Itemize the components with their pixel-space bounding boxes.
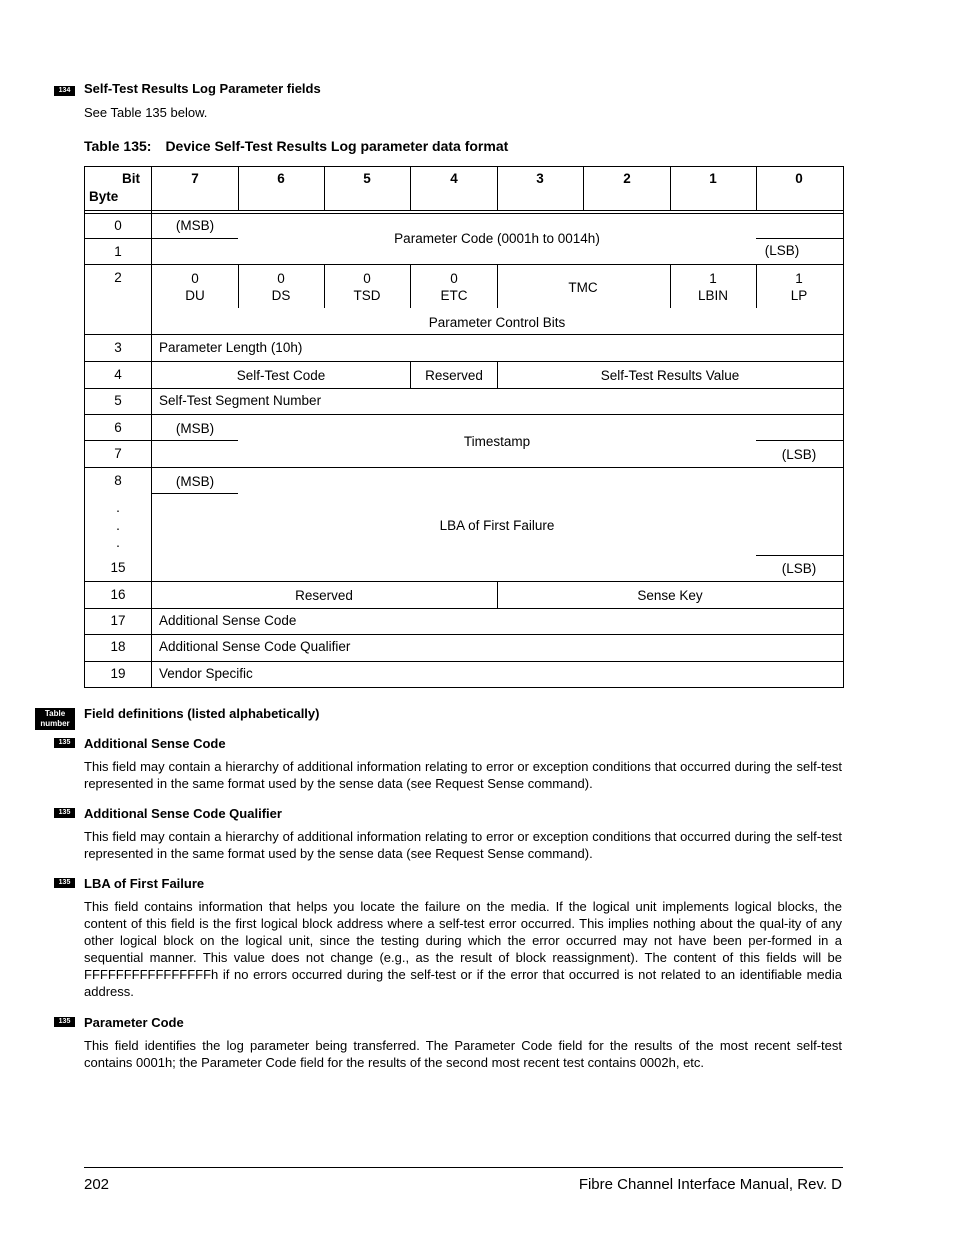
byte-ellipsis: . [116,518,120,533]
field-title: Parameter Code [84,1015,184,1030]
field-description: This field identifies the log parameter being transferred. The Parameter Code field for the results of the most recent self-test contains 0001h; the Parameter Code field for the results of the second most recent test contains 0002h, etc. [84,1038,842,1070]
lsb-marker: (LSB) [781,447,817,462]
additional-sense-code-qualifier-cell: Additional Sense Code Qualifier [159,639,351,654]
byte-number: 3 [114,340,122,355]
table-number-badge: 135 [54,1017,75,1027]
du-label: DU [185,288,205,303]
byte-number: 17 [110,613,126,628]
bit-4-header: 4 [450,171,458,186]
byte-number: 4 [114,367,122,382]
msb-marker: (MSB) [175,218,215,233]
table-number-badge: 134 [54,86,75,96]
byte-number: 0 [114,218,122,233]
bit-3-header: 3 [536,171,544,186]
table-title: Device Self-Test Results Log parameter data format [165,138,509,154]
msb-marker: (MSB) [175,474,215,489]
byte-number: 5 [114,393,122,408]
lsb-marker: (LSB) [781,561,817,576]
parameter-code-cell: Parameter Code (0001h to 0014h) [394,231,600,246]
section-intro: See Table 135 below. [84,105,208,120]
self-test-segment-number-cell: Self-Test Segment Number [159,393,322,408]
page-number: 202 [84,1176,110,1193]
badge-line: Table [44,709,66,718]
vendor-specific-cell: Vendor Specific [159,666,253,681]
reserved-cell: Reserved [295,588,353,603]
field-definitions-heading: Field definitions (listed alphabetically) [84,706,320,721]
lp-value: 1 [795,271,803,286]
byte-number: 2 [114,270,122,285]
table-label: Table 135: [84,138,152,154]
self-test-code-cell: Self-Test Code [236,368,326,383]
additional-sense-code-cell: Additional Sense Code [159,613,297,628]
byte-number: 7 [114,446,122,461]
field-description: This field may contain a hierarchy of additional information relating to error or exception conditions that occurred during the self-test represented in the same format used by the sense data (see Request Sense command). [84,829,842,861]
byte-number: 18 [110,639,126,654]
tsd-value: 0 [363,271,371,286]
byte-number: 1 [114,244,122,259]
field-description: This field may contain a hierarchy of additional information relating to error or exception conditions that occurred during the self-test represented in the same format used by the sense data (see Request Sense command). [84,759,842,791]
table-caption [84,138,522,154]
lbin-label: LBIN [697,288,729,303]
lba-of-first-failure-cell: LBA of First Failure [439,518,555,533]
table-number-badge: 135 [54,738,75,748]
reserved-cell: Reserved [425,368,483,383]
parameter-data-format-table [84,166,844,688]
etc-value: 0 [450,271,458,286]
table-number-badge: 135 [54,808,75,818]
table-number-badge: 135 [54,878,75,888]
parameter-control-bits-label: Parameter Control Bits [428,315,566,330]
field-title: Additional Sense Code Qualifier [84,806,282,821]
ds-value: 0 [277,271,285,286]
lbin-value: 1 [709,271,717,286]
field-description: This field contains information that helps you locate the failure on the media. If the logical unit implements logical blocks, the content of this field is the first logical block address where a self-test error occurred. This implies nothing about the qual-ity of any other logical block on the logical unit, since the testing during which the error occurred may not have been per-formed in a sequential manner. This value does not change (e.g., as the result of block reassignment). The content of this fields will be FFFFFFFFFFFFFFFFh if no errors occurred during the self-test or if the error that occurred is not related to an identifiable media address. [84,899,842,999]
byte-number: 19 [110,666,126,681]
msb-marker: (MSB) [175,421,215,436]
bit-5-header: 5 [363,171,371,186]
tmc-cell: TMC [568,280,598,295]
manual-title: Fibre Channel Interface Manual, Rev. D [578,1176,842,1193]
byte-number: 15 [110,560,126,575]
etc-label: ETC [440,288,468,303]
parameter-length-cell: Parameter Length (10h) [159,340,303,355]
lp-label: LP [790,288,808,303]
ds-label: DS [271,288,291,303]
byte-number: 16 [110,587,126,602]
footer-rule [84,1167,843,1168]
sense-key-cell: Sense Key [637,588,703,603]
du-value: 0 [191,271,199,286]
table-number-badge [35,708,75,730]
byte-header: Byte [89,189,119,204]
byte-ellipsis: . [116,535,120,550]
self-test-results-value-cell: Self-Test Results Value [600,368,740,383]
bit-7-header: 7 [191,171,199,186]
tsd-label: TSD [353,288,381,303]
badge-line: number [40,719,70,728]
field-title: Additional Sense Code [84,736,226,751]
section-heading: Self-Test Results Log Parameter fields [84,81,321,96]
bit-header: Bit [122,171,140,186]
field-title: LBA of First Failure [84,876,205,891]
bit-6-header: 6 [277,171,285,186]
bit-0-header: 0 [795,171,803,186]
byte-number: 8 [114,473,122,488]
bit-1-header: 1 [709,171,717,186]
lsb-marker: (LSB) [764,243,800,258]
timestamp-cell: Timestamp [463,434,531,449]
byte-number: 6 [114,420,122,435]
byte-ellipsis: . [116,500,120,515]
bit-2-header: 2 [623,171,631,186]
